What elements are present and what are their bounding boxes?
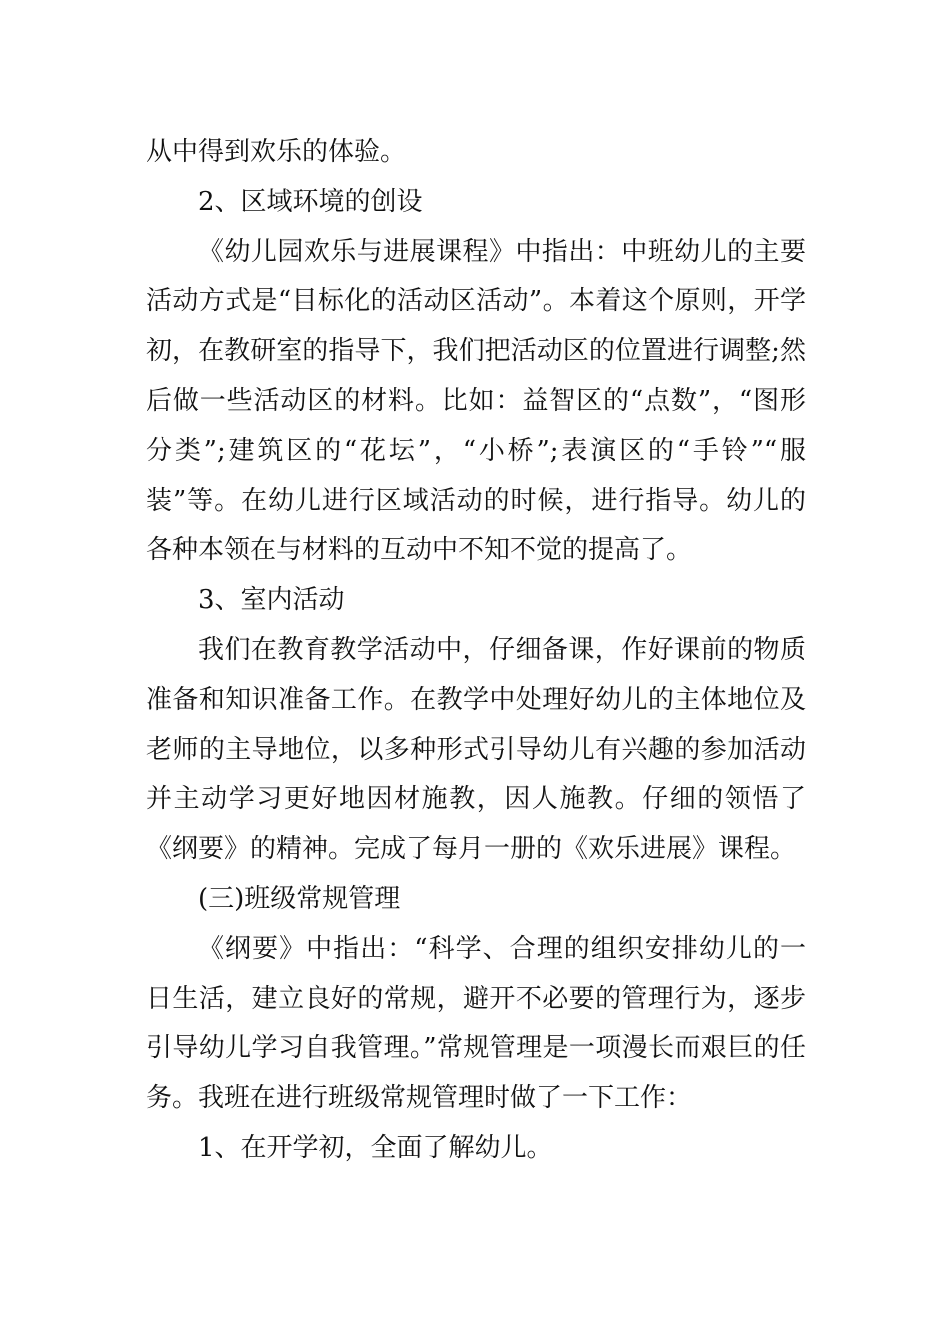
section-heading-indoor-activity: 3、室内活动 bbox=[198, 585, 345, 616]
list-item-understand-children: 1、在开学初，全面了解幼儿。 bbox=[198, 1132, 553, 1163]
section-heading-area-environment: 2、区域环境的创设 bbox=[198, 186, 423, 217]
paragraph-area-environment: 《幼儿园欢乐与进展课程》中指出：中班幼儿的主要活动方式是“目标化的活动区活动”。本着这个原则，开学初，在教研室的指导下，我们把活动区的位置进行调整;然后做一些活动区的材料。比如：益智区的“点数”，“图形分类”;建筑区的“花坛”，“小桥”;表演区的“手铃”“服装”等。在幼儿进行区域活动的时候，进行指导。幼儿的各种本领在与材料的互动中不知不觉的提高了。 bbox=[146, 236, 806, 566]
paragraph-continuation: 从中得到欢乐的体验。 bbox=[146, 137, 407, 167]
paragraph-class-management: 《纲要》中指出：“科学、合理的组织安排幼儿的一日生活，建立良好的常规，避开不必要的管理行为，逐步引导幼儿学习自我管理。”常规管理是一项漫长而艰巨的任务。我班在进行班级常规管理时做了一下工作： bbox=[146, 933, 806, 1114]
section-heading-class-management: (三)班级常规管理 bbox=[198, 883, 401, 914]
paragraph-indoor-activity: 我们在教育教学活动中，仔细备课，作好课前的物质准备和知识准备工作。在教学中处理好幼儿的主体地位及老师的主导地位，以多种形式引导幼儿有兴趣的参加活动并主动学习更好地因材施教，因人施教。仔细的领悟了《纲要》的精神。完成了每月一册的《欢乐进展》课程。 bbox=[146, 634, 806, 865]
document-body bbox=[146, 128, 806, 1174]
